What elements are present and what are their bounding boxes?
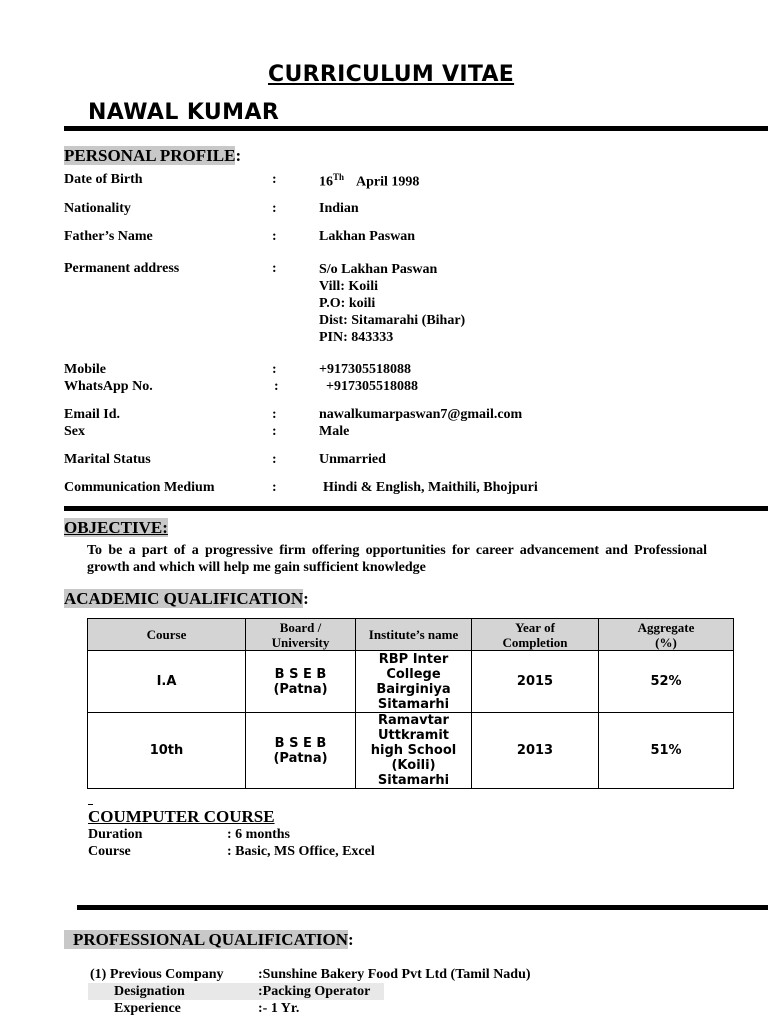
header-divider — [64, 126, 768, 131]
marital-status-value: Unmarried — [319, 452, 386, 467]
colon: : — [272, 362, 277, 377]
colon: : — [272, 172, 277, 187]
colon: : — [272, 229, 277, 244]
designation-value: :Packing Operator — [258, 984, 371, 999]
personal-profile-heading — [64, 146, 241, 166]
address-line: Vill: Koili — [319, 279, 378, 294]
professional-heading-label: PROFESSIONAL QUALIFICATION — [73, 930, 349, 949]
colon: : — [272, 201, 277, 216]
candidate-name: NAWAL KUMAR — [88, 100, 280, 125]
whatsapp-value: +917305518088 — [326, 379, 418, 394]
document-title: CURRICULUM VITAE — [268, 62, 515, 87]
profile-divider — [64, 506, 768, 511]
mobile-value: +917305518088 — [319, 362, 411, 377]
sex-value: Male — [319, 424, 350, 439]
column-header: Course — [88, 619, 246, 651]
professional-heading — [64, 930, 354, 950]
table-row — [88, 713, 734, 789]
objective-text: To be a part of a progressive firm offering opportunities for career advancement and Professional growth and which will help me gain sufficient knowledge — [87, 543, 707, 575]
computer-divider — [77, 905, 768, 910]
dob-superscript: Th — [333, 172, 345, 182]
objective-heading — [64, 518, 168, 538]
computer-course-heading: COUMPUTER COURSE — [88, 807, 275, 826]
institute-cell: Ramavtar Uttkramit high School (Koili) Sitamarhi — [356, 713, 472, 789]
heading-colon: : — [303, 589, 309, 608]
board-cell: B S E B (Patna) — [246, 713, 356, 789]
duration-value: : 6 months — [227, 827, 291, 842]
father-name-label: Father’s Name — [64, 229, 153, 244]
dob-label: Date of Birth — [64, 172, 143, 187]
column-header: Year of Completion — [472, 619, 599, 651]
whatsapp-label: WhatsApp No. — [64, 379, 153, 394]
duration-label: Duration — [88, 827, 143, 842]
company-label: (1) Previous Company — [90, 967, 224, 982]
heading-colon: : — [235, 146, 242, 165]
experience-value: :- 1 Yr. — [258, 1001, 300, 1016]
institute-cell: RBP Inter College Bairginiya Sitamarhi — [356, 651, 472, 713]
experience-label: Experience — [114, 1001, 181, 1016]
table-row — [88, 651, 734, 713]
sex-label: Sex — [64, 424, 85, 439]
course-value: : Basic, MS Office, Excel — [227, 844, 375, 859]
address-line: PIN: 843333 — [319, 330, 394, 345]
course-label: Course — [88, 844, 131, 859]
academic-heading — [64, 589, 309, 609]
nationality-label: Nationality — [64, 201, 131, 216]
communication-label: Communication Medium — [64, 480, 215, 495]
academic-heading-text: ACADEMIC QUALIFICATION — [64, 589, 304, 608]
marital-status-label: Marital Status — [64, 452, 151, 467]
board-cell: B S E B (Patna) — [246, 651, 356, 713]
colon: : — [272, 424, 277, 439]
column-header: Institute’s name — [356, 619, 472, 651]
email-value: nawalkumarpaswan7@gmail.com — [319, 407, 523, 422]
small-underline-mark — [88, 804, 93, 805]
father-name-value: Lakhan Paswan — [319, 229, 416, 244]
objective-heading-text: OBJECTIVE: — [64, 518, 168, 537]
communication-value: Hindi & English, Maithili, Bhojpuri — [323, 480, 538, 495]
address-line: Dist: Sitamarahi (Bihar) — [319, 313, 466, 328]
year-cell: 2015 — [472, 651, 599, 713]
personal-profile-heading-text: PERSONAL PROFILE — [64, 146, 236, 165]
year-cell: 2013 — [472, 713, 599, 789]
dob-day: 16 — [319, 174, 333, 190]
column-header: Aggregate (%) — [599, 619, 734, 651]
course-cell: 10th — [88, 713, 246, 789]
academic-table — [87, 618, 734, 789]
professional-heading-text — [64, 930, 348, 949]
address-line: S/o Lakhan Paswan — [319, 262, 438, 277]
dob-value — [319, 172, 419, 191]
table-header-row — [88, 619, 734, 651]
address-line: P.O: koili — [319, 296, 376, 311]
heading-colon: : — [348, 930, 354, 949]
dob-month-year: April 1998 — [356, 174, 420, 190]
email-label: Email Id. — [64, 407, 121, 422]
aggregate-cell: 51% — [599, 713, 734, 789]
nationality-value: Indian — [319, 201, 359, 216]
colon: : — [272, 261, 277, 276]
column-header: Board / University — [246, 619, 356, 651]
designation-label: Designation — [114, 984, 185, 999]
colon: : — [272, 480, 277, 495]
company-value: :Sunshine Bakery Food Pvt Ltd (Tamil Nadu) — [258, 967, 531, 982]
colon: : — [272, 452, 277, 467]
colon: : — [274, 379, 279, 394]
colon: : — [272, 407, 277, 422]
course-cell: I.A — [88, 651, 246, 713]
address-label: Permanent address — [64, 261, 180, 276]
address-value — [319, 261, 465, 346]
aggregate-cell: 52% — [599, 651, 734, 713]
mobile-label: Mobile — [64, 362, 106, 377]
